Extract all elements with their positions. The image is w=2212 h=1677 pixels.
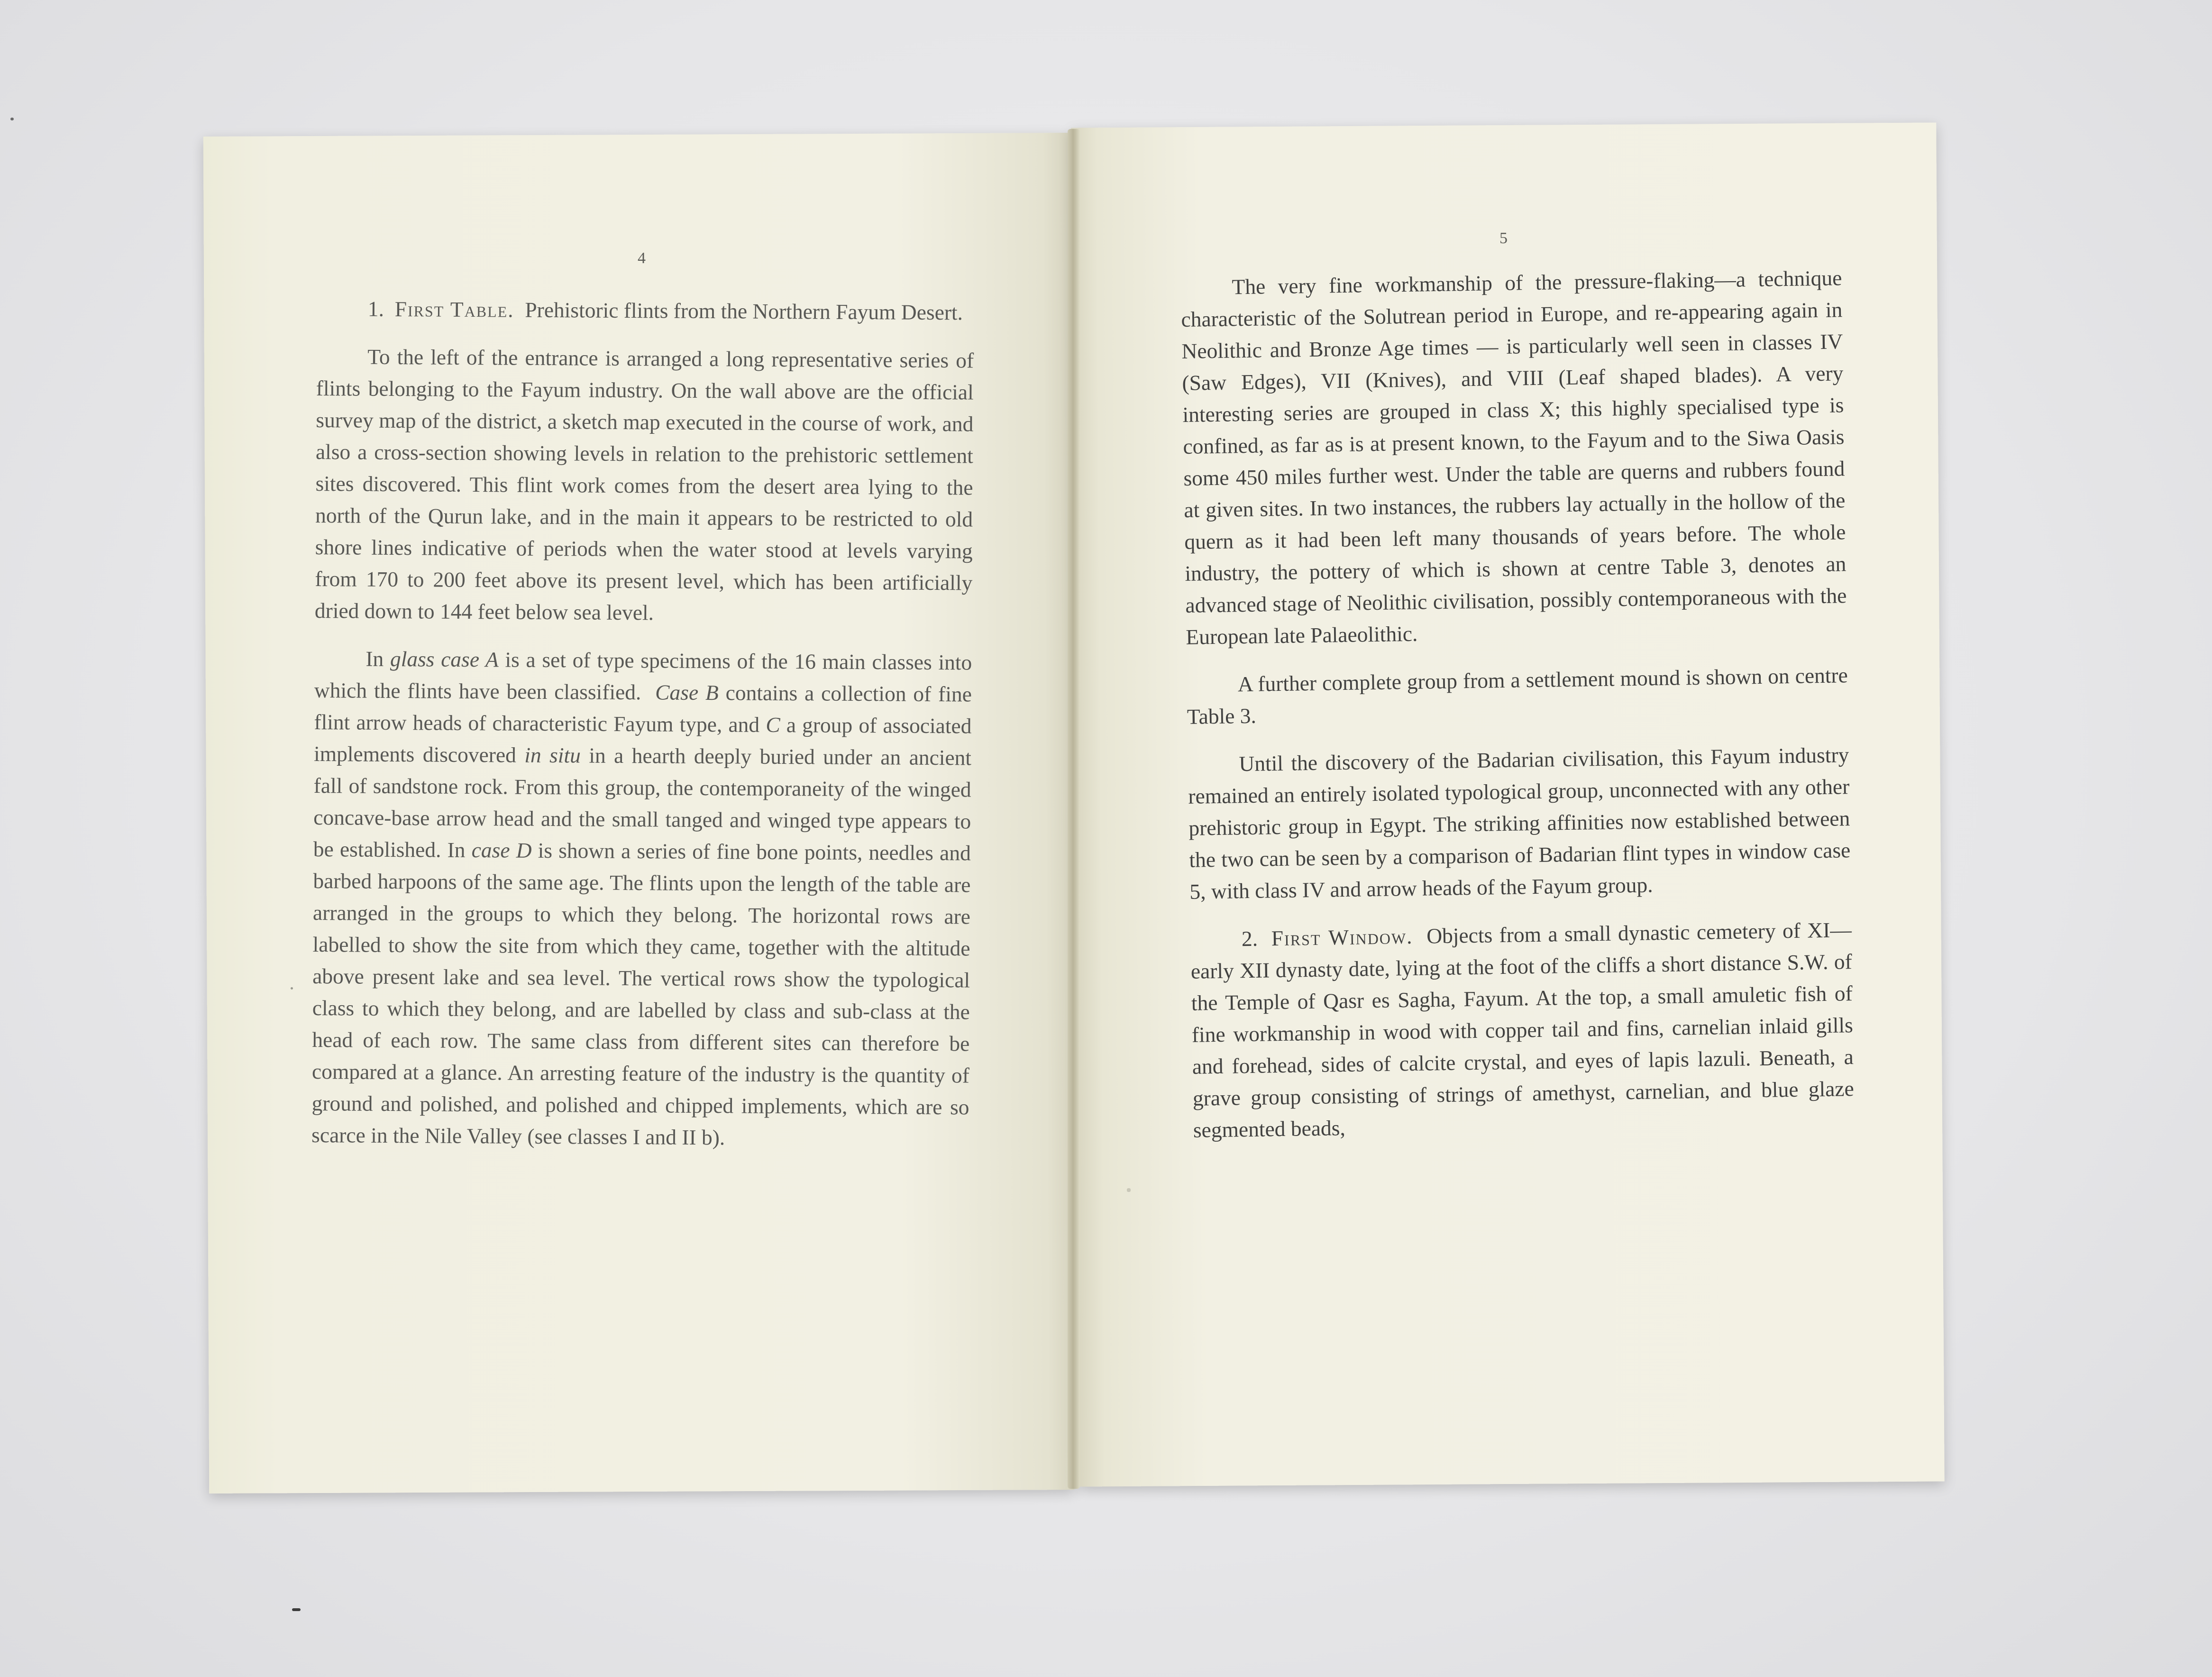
italic-run: C: [766, 712, 780, 737]
right-page-text: [1180, 262, 1855, 1162]
section-first-table: [317, 293, 974, 328]
dust-speck: [1127, 1188, 1131, 1192]
section-text: Objects from a small dynastic cemetery of XI—early XII dynasty date, lying at the foot of the cliffs a short distance S.W. of the Temple of Qasr es Sagha, Fayum. At the top, a small amuletic fish of fine workmanship in wood with copper tail and fins, carnelian inlaid gills and forehead, sides of calcite crystal, and eyes of lapis lazuli. Beneath, a grave group consisting of strings of amethyst, carnelian, and blue glaze segmented beads,: [1190, 917, 1855, 1142]
paragraph-entrance-flints: To the left of the entrance is arranged a long representative series of flints belonging to the Fayum industry. On the wall above are the official survey map of the district, a sketch map executed in the course of work, and also a cross-section showing levels in relation to the prehistoric settlement sites discovered. This flint work comes from the desert area lying to the north of the Qurun lake, and in the main it appears to be restricted to old shore lines indicative of periods when the water stood at levels varying from 170 to 200 feet above its present level, which has been artificially dried down to 144 feet below sea level.: [314, 344, 974, 625]
section-first-window: [1190, 914, 1855, 1146]
dust-speck: [10, 118, 14, 120]
page-number-left: 4: [638, 249, 646, 267]
section-heading: First Window.: [1271, 924, 1413, 951]
left-page-text: [311, 293, 974, 1171]
italic-run: Case B: [655, 680, 719, 705]
paragraph-settlement-mound: A further complete group from a settlement mound is shown on centre Table 3.: [1187, 663, 1848, 729]
section-heading: First Table.: [394, 297, 514, 322]
text-run: is a set of type specimens of the 16 main classes into which the flints have been classified.: [314, 647, 972, 705]
section-number: 1.: [367, 296, 384, 321]
paragraph-badarian: Until the discovery of the Badarian civilisation, this Fayum industry remained an entirely isolated typological group, unconnected with any other prehistoric group in Egypt. The striking affinities now established between the two can be seen by a comparison of Badarian flint types in window case 5, with class IV and arrow heads of the Fayum group.: [1188, 742, 1851, 904]
page-number-right: 5: [1499, 229, 1508, 247]
binding-gutter: [1068, 129, 1080, 1489]
text-run: In: [366, 646, 384, 671]
text-run: is shown a series of fine bone points, needles and barbed harpoons of the same age. The flints upon the length of the table are arranged in the groups to which they belong. The horizontal rows are labelled to show the site from which they came, together with the altitude above present lake and sea level. The vertical rows show the typological class to which they belong, and are labelled by class and sub-class at the head of each row. The same class from different sites can therefore be compared at a glance. An arresting feature of the industry is the quantity of ground and polished, and polished and chipped implements, which are so scarce in the Nile Valley (see classes I and II b).: [311, 838, 971, 1150]
text-run: in a hearth deeply buried under an ancient fall of sandstone rock. From this group, the contemporaneity of the winged concave-base arrow head and the small tanged and winged type appears to be established. In: [313, 743, 972, 862]
italic-run: glass case A: [390, 646, 499, 672]
italic-run: case D: [471, 838, 532, 862]
section-text: Prehistoric flints from the Northern Fayum Desert.: [525, 297, 963, 325]
text-run: a group of associated implements discovered: [313, 713, 972, 767]
paragraph-glass-cases: [311, 642, 972, 1155]
section-number: 2.: [1241, 926, 1258, 951]
paragraph-pressure-flaking: The very fine workmanship of the pressure-flaking—a technique characteristic of the Solutrean period in Europe, and re-appearing again in Neolithic and Bronze Age times — is particularly well seen in classes IV (Saw Edges), VII (Knives), and VIII (Leaf shaped blades). A very interesting series are grouped in class X; this highly specialised type is confined, as far as is at present known, to the Fayum and to the Siwa Oasis some 450 miles further west. Under the table are querns and rubbers found at given sites. In two instances, the rubbers lay actually in the hollow of the quern as it had been left many thousands of years before. The whole industry, the pottery of which is shown at centre Table 3, denotes an advanced stage of Neolithic civilisation, possibly contemporaneous with the European late Palaeolithic.: [1181, 266, 1847, 649]
text-run: contains a collection of fine flint arrow heads of characteristic Fayum type, and: [314, 680, 972, 737]
dust-speck: [291, 987, 293, 990]
dust-speck: [292, 1608, 301, 1611]
italic-run: in situ: [524, 742, 581, 768]
